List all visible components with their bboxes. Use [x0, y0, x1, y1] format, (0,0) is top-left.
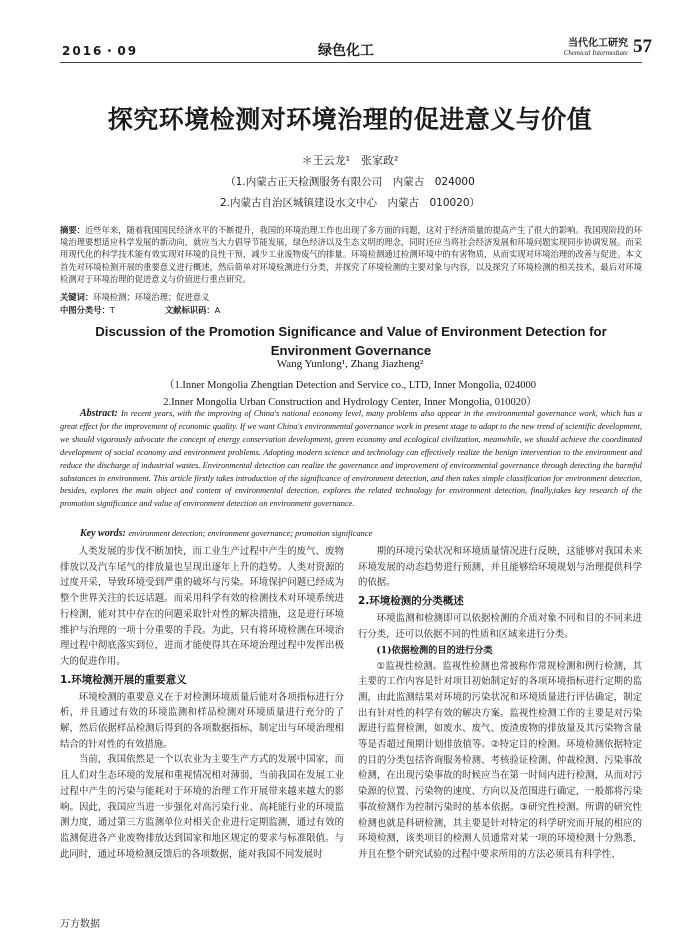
doc-code-value: A — [214, 305, 221, 315]
abstract-en-label: Abstract — [80, 408, 115, 419]
paragraph: 当前，我国依然是一个以农业为主要生产方式的发展中国家，而且人们对生态环境的发展和重视情况相对薄弱，当前我国在发展工业过程中产生的污染与能耗对于环境的治理工作开展带来越来越大的影响。因此，我国应当进一步强化对高污染行业、高耗能行业的环境监测力度，通过第三方监测单位对相关企业进行定期监测，通过有效的监测促进各产业废物排放达到国家和地区规定的要求与标准限值。与此同时，通过环境检测反馈后的各项数据，能对我国不同发展时 — [60, 754, 344, 860]
body-column-right — [358, 544, 642, 863]
affiliation-cn-2: 2.内蒙古自治区城镇建设水文中心 内蒙古 010020） — [219, 197, 481, 209]
doc-code-label: 文献标识码： — [164, 305, 215, 315]
journal-name-en: Chemical Intermediate — [563, 49, 628, 57]
keywords-en-label: Key words — [80, 528, 123, 539]
journal-name-cn: 当代化工研究 — [568, 38, 628, 49]
keywords-cn — [60, 291, 642, 303]
section-heading-2: 2.环境检测的分类概述 — [358, 595, 464, 608]
affiliation-en-2: 2.Inner Mongolia Urban Construction and Hydrology Center, Inner Mongolia, 010020） — [163, 397, 537, 408]
keywords-en: Key words: environment detection; environment governance; promotion significance — [80, 528, 373, 539]
keywords-en-text: environment detection; environment governance; promotion significance — [128, 529, 373, 538]
footer-source: 万方数据 — [60, 919, 100, 930]
title-cn: 探究环境检测对环境治理的促进意义与价值 — [107, 105, 593, 134]
journal-logo — [540, 38, 628, 58]
clc-label: 中图分类号： — [60, 305, 110, 315]
abstract-en: Abstract: In recent years, with the improving of China's national economy level, many problems also appear in the environmental governance work, which has a great effect for the improvement of economic quality. If we want China's environmental governance work in present stage to adapt to the new trend of scientific development, we should vigorously advocate the concept of energy conservation development, green economy and ecological civilization, meanwhile, we should achieve the coordinated development of social economy and environment problems. Adopting modern science and technology can effectively realize the benign intervention to the environment and reduce the discharge of industrial wastes. Environmental detection can realize the governance and improvement of environmental governance through detecting the harmful substances in environment. This article firstly takes introduction of the significance of environment detection, and then takes simple classification for environment detection, besides, explores the main object and content of environmental detection, explores the related technology for environment detection, finally,takes key research of the promotion significance and value of environment detection on environment governance. — [60, 408, 642, 509]
issue-date: 2016・09 — [62, 44, 139, 58]
paragraph: ①监视性检测。监视性检测也常被称作常规检测和例行检测，其主要的工作内容是针对项目初始制定好的各项环境指标进行定期的监测，由此监测结果对环境的污染状况和环境质量进行评估确定，制定出有针对性的科学有效的解决方案。监视性检测工作的主要是对污染源进行监督检测，如废水、废气、废渣废物的排放量及其污染物含量等是否超过预期计划排放值等。②特定目的检测。环境检测依据特定的目的分类包括咨询服务检测、考核验证检测、仲裁检测、污染事故检测，在出现污染事故的时候应当在第一时间内进行检测，从而对污染源的位置、污染物的速度、方向以及范围进行确定，一般都将污染事故检测作为控制污染时的基本依据。③研究性检测。所谓的研究性检测也就是科研检测，其主要是针对特定的科学研究而开展的相应的环境检测，该类项目的检测人员通常对某一项的环境检测十分熟悉，并且在整个研究试验的过程中要求所用的方法必须具有科学性、 — [358, 660, 642, 860]
affiliation-cn-1: （1.内蒙古正天检测服务有限公司 内蒙古 024000 — [225, 176, 475, 188]
abstract-cn-text: 近些年来，随着我国国民经济水平的不断提升，我国的环境治理工作也出现了多方面的问题，这对于经济质量的提高产生了很大的影响。我国现阶段的环境治理要想适应科学发展的新动向，就应当大力倡导节能发展，绿色经济以及生态文明的理念，同时还应当将社会经济发展和环境问题实现同步协调发展。而采用现代化的科学技术能有效实现对环境的良性干预，减少工业废物废气的排量。环境检测通过检测环境中的有害物质，从而实现对环境治理的改善与促进。本文首先对环境检测开展的重要意义进行概述，然后简单对环境检测进行分类，并探究了环境检测的主要对象与内容，以及探究了环境检测的相关技术，最后对环境检测对于环境治理的促进意义与价值进行重点研究。 — [60, 225, 642, 284]
section-name: 绿色化工 — [318, 43, 374, 59]
abstract-cn-label: 摘要： — [60, 225, 85, 235]
page-number: 57 — [633, 36, 652, 57]
keywords-cn-label: 关键词： — [60, 292, 94, 302]
clc-value: T — [109, 305, 115, 315]
subsection-heading: (1)依据检测的目的进行分类 — [376, 644, 493, 656]
paragraph: 环境检测的重要意义在于对检测环境质量后能对各项指标进行分析，并且通过有效的环境监测和样品检测对环境质量进行充分的了解，然后依据样品检测后得到的各项数据指标，制定出与环境治理相结合的针对性的有效措施。 — [60, 691, 344, 750]
paragraph: 环境监测和检测即可以依据检测的介质对象不同和目的不同来进行分类，还可以依据不同的性质和区域来进行分类。 — [358, 613, 642, 640]
keywords-cn-text: 环境检测；环境治理；促进意义 — [93, 292, 210, 302]
abstract-cn — [60, 224, 642, 285]
classification-cn — [60, 304, 642, 316]
section-heading-1: 1.环境检测开展的重要意义 — [60, 673, 187, 686]
affiliation-en-1: （1.Inner Mongolia Zhengtian Detection and Service co., LTD, Inner Mongolia, 024000 — [164, 380, 536, 391]
body-column-left — [60, 544, 344, 862]
authors-en: Wang Yunlong¹, Zhang Jiazheng² — [276, 358, 424, 370]
abstract-en-text: In recent years, with the improving of China's national economy level, many problems also appear in the environmental governance work, which has a great effect for the improvement of economic quality. If we want China's environmental governance work in present stage to adapt to the new trend of scientific development, we should vigorously advocate the concept of energy conservation development, green economy and ecological civilization, meanwhile, we should achieve the coordinated development of social economy and environment problems. Adopting modern science and technology can effectively realize the benign intervention to the environment and reduce the discharge of industrial wastes. Environmental detection can realize the governance and improvement of environmental governance through detecting the harmful substances in environment. This article firstly takes introduction of the significance of environment detection, and then takes simple classification for environment detection, besides, explores the main object and content of environmental detection, explores the related technology for environment detection, finally,takes key research of the promotion significance and value of environment detection on environment governance. — [60, 409, 642, 509]
paragraph: 期的环境污染状况和环境质量情况进行反映，这能够对我国未来环境发展的动态趋势进行预测，并且能够给环境规划与治理提供科学的依据。 — [358, 546, 642, 589]
title-en: Discussion of the Promotion Significance and Value of Environment Detection for Environment Governance — [95, 324, 607, 358]
header-divider — [60, 62, 642, 63]
paragraph: 人类发展的步伐不断加快，而工业生产过程中产生的废气、废物排放以及汽车尾气的排放量也呈现出逐年上升的趋势。人类对资源的过度开采，导致环境受到严重的破坏与污染。环境保护问题已经成为整个世界关注的长远话题。而采用科学有效的检测技术对环境系统进行检测，能对其中存在的问题采取针对性的解决措施，这是进行环境维护与治理的一项十分重要的手段。为此，只有将环境检测在环境治理过程中彻底落实到位，进而才能使得其在环境治理过程中发挥出极大的促进作用。 — [60, 546, 344, 667]
authors-cn: ＊王云龙¹ 张家政² — [301, 154, 399, 167]
